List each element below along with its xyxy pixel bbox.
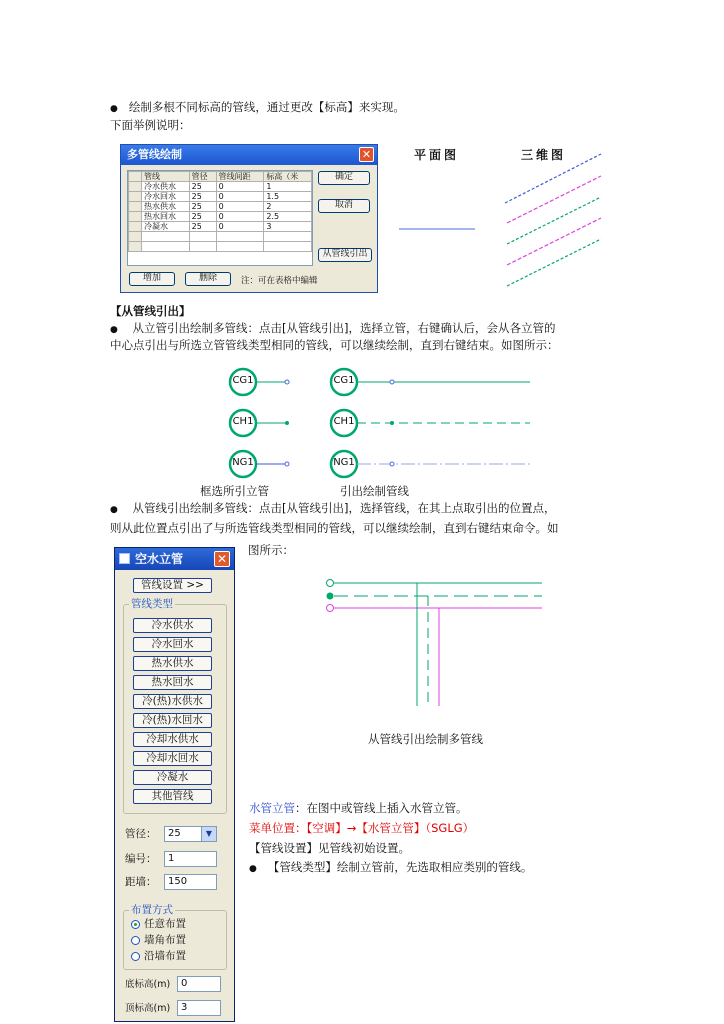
bullet-icon: ● bbox=[110, 505, 118, 515]
diameter-select[interactable]: 25 ▼ bbox=[164, 826, 217, 842]
fig3-caption: 从管线引出绘制多管线 bbox=[368, 732, 483, 746]
menu-location: 菜单位置：【空调】→【水管立管】（SGLG） bbox=[249, 821, 475, 835]
para1-line1: ● 从立管引出绘制多管线：点击[从管线引出]，选择立管，右键确认后，会从各立管的 bbox=[110, 321, 556, 335]
multi-pipe-dialog bbox=[120, 144, 378, 293]
table-row[interactable]: 冷凝水 25 0 3 bbox=[129, 222, 312, 232]
pipe-type-group-label: 管线类型 bbox=[131, 598, 173, 610]
left-label-3: NG1 bbox=[232, 457, 254, 468]
riser-line bbox=[249, 800, 468, 817]
number-label: 编号： bbox=[125, 853, 157, 865]
header-pipe: 管线 bbox=[142, 172, 190, 182]
right-riser-1 bbox=[331, 369, 530, 395]
radio-wall-layout-label: 沿墙布置 bbox=[144, 950, 186, 962]
type-note-line: ● 【管线类型】绘制立管前，先选取相应类别的管线。 bbox=[249, 860, 533, 874]
wall-distance-input[interactable]: 150 bbox=[164, 874, 217, 890]
type-button-cold-hot-return[interactable]: 冷(热)水回水 bbox=[133, 713, 212, 728]
3d-pipe-4 bbox=[507, 218, 601, 265]
header-elev: 标高（米 bbox=[264, 172, 312, 182]
bullet-icon: ● bbox=[110, 104, 118, 114]
cancel-button[interactable]: 取消 bbox=[318, 199, 370, 213]
3d-pipe-3 bbox=[507, 197, 601, 244]
radio-corner-layout-label: 墙角布置 bbox=[144, 934, 186, 946]
section-title: 【从管线引出】 bbox=[110, 304, 191, 318]
dialog-titlebar bbox=[121, 145, 377, 165]
riser-desc: ：在图中或管线上插入水管立管。 bbox=[295, 801, 468, 815]
table-row[interactable] bbox=[129, 232, 312, 242]
type-button-other[interactable]: 其他管线 bbox=[133, 789, 212, 804]
left-label-2: CH1 bbox=[232, 416, 254, 427]
delete-button[interactable]: 删除 bbox=[185, 272, 231, 286]
3d-pipe-5 bbox=[507, 239, 601, 286]
para1-line2: 中心点引出与所选立管管线类型相同的管线，可以继续绘制，直到右键结束。如图所示： bbox=[110, 338, 559, 352]
bottom-elevation-label: 底标高(m) bbox=[125, 979, 171, 990]
pipe-settings-button[interactable]: 管线设置 >> bbox=[133, 578, 212, 593]
wall-distance-label: 距墙： bbox=[125, 876, 157, 888]
chevron-down-icon[interactable]: ▼ bbox=[201, 827, 216, 841]
riser-title: 水管立管 bbox=[249, 801, 295, 815]
ok-button[interactable]: 确定 bbox=[318, 171, 370, 185]
water-riser-panel bbox=[114, 547, 235, 1022]
top-elevation-input[interactable]: 3 bbox=[177, 1000, 221, 1016]
close-icon[interactable]: ✕ bbox=[359, 147, 374, 162]
radio-any-layout-label: 任意布置 bbox=[144, 918, 186, 930]
add-button[interactable]: 增加 bbox=[129, 272, 175, 286]
type-button-cooling-supply[interactable]: 冷却水供水 bbox=[133, 732, 212, 747]
radio-corner-layout[interactable] bbox=[131, 936, 140, 945]
table-row[interactable]: 热水回水 25 0 2.5 bbox=[129, 212, 312, 222]
layout-group-label: 布置方式 bbox=[131, 904, 173, 916]
diameter-label: 管径： bbox=[125, 828, 157, 840]
panel-titlebar bbox=[115, 548, 234, 570]
para2-line3: 图所示： bbox=[248, 543, 294, 557]
3d-pipe-2 bbox=[507, 176, 601, 223]
table-header-row bbox=[129, 172, 312, 182]
header-gap: 管线间距 bbox=[216, 172, 264, 182]
dialog-note: 注：可在表格中编辑 bbox=[241, 276, 318, 286]
type-button-cold-return[interactable]: 冷水回水 bbox=[133, 637, 212, 652]
top-elevation-label: 顶标高(m) bbox=[125, 1003, 171, 1014]
dialog-title: 多管线绘制 bbox=[127, 148, 182, 161]
table-row[interactable]: 热水供水 25 0 2 bbox=[129, 202, 312, 212]
type-button-hot-return[interactable]: 热水回水 bbox=[133, 675, 212, 690]
from-pipe-button[interactable]: 从管线引出 bbox=[318, 248, 372, 262]
table-row[interactable] bbox=[129, 242, 312, 252]
radio-wall-layout[interactable] bbox=[131, 952, 140, 961]
bullet-icon: ● bbox=[249, 864, 257, 874]
3d-view-label: 三维图 bbox=[521, 148, 567, 162]
para2-line1: ● 从管线引出绘制多管线：点击[从管线引出]，选择管线，在其上点取引出的位置点， bbox=[110, 501, 556, 515]
fig2-caption-left: 框选所引立管 bbox=[200, 484, 269, 498]
type-button-condensate[interactable]: 冷凝水 bbox=[133, 770, 212, 785]
right-riser-3 bbox=[331, 451, 530, 477]
radio-any-layout[interactable] bbox=[131, 920, 140, 929]
type-button-cold-supply[interactable]: 冷水供水 bbox=[133, 618, 212, 633]
close-icon[interactable]: ✕ bbox=[214, 551, 230, 567]
type-button-cooling-return[interactable]: 冷却水回水 bbox=[133, 751, 212, 766]
pipe-table[interactable] bbox=[127, 170, 313, 266]
table-row[interactable]: 冷水回水 25 0 1.5 bbox=[129, 192, 312, 202]
right-riser-2 bbox=[331, 410, 530, 436]
panel-title: 空水立管 bbox=[135, 552, 184, 566]
plan-view-label: 平面图 bbox=[414, 148, 460, 162]
window-icon bbox=[119, 553, 130, 564]
header-dia: 管径 bbox=[189, 172, 216, 182]
fig3-drawing bbox=[320, 576, 546, 710]
type-button-cold-hot-supply[interactable]: 冷(热)水供水 bbox=[133, 694, 212, 709]
example-text: 下面举例说明： bbox=[110, 118, 191, 132]
bottom-elevation-input[interactable]: 0 bbox=[177, 976, 221, 992]
3d-pipe-1 bbox=[505, 154, 601, 203]
right-label-2: CH1 bbox=[333, 416, 355, 427]
para2-line2: 则从此位置点引出了与所选管线类型相同的管线，可以继续绘制，直到右键结束命令。如 bbox=[110, 521, 559, 535]
settings-note: 【管线设置】见管线初始设置。 bbox=[249, 841, 410, 855]
bullet-icon: ● bbox=[110, 325, 118, 335]
fig2-drawing bbox=[220, 362, 540, 482]
right-label-1: CG1 bbox=[333, 375, 355, 386]
intro-bullet-line bbox=[110, 99, 405, 118]
number-input[interactable]: 1 bbox=[164, 851, 217, 867]
right-label-3: NG1 bbox=[333, 457, 355, 468]
intro-text: 绘制多根不同标高的管线，通过更改【标高】来实现。 bbox=[128, 100, 405, 114]
table-row[interactable]: 冷水供水 25 0 1 bbox=[129, 182, 312, 192]
type-button-hot-supply[interactable]: 热水供水 bbox=[133, 656, 212, 671]
fig1-drawing bbox=[395, 150, 610, 290]
left-label-1: CG1 bbox=[232, 375, 254, 386]
fig2-caption-right: 引出绘制管线 bbox=[340, 484, 409, 498]
